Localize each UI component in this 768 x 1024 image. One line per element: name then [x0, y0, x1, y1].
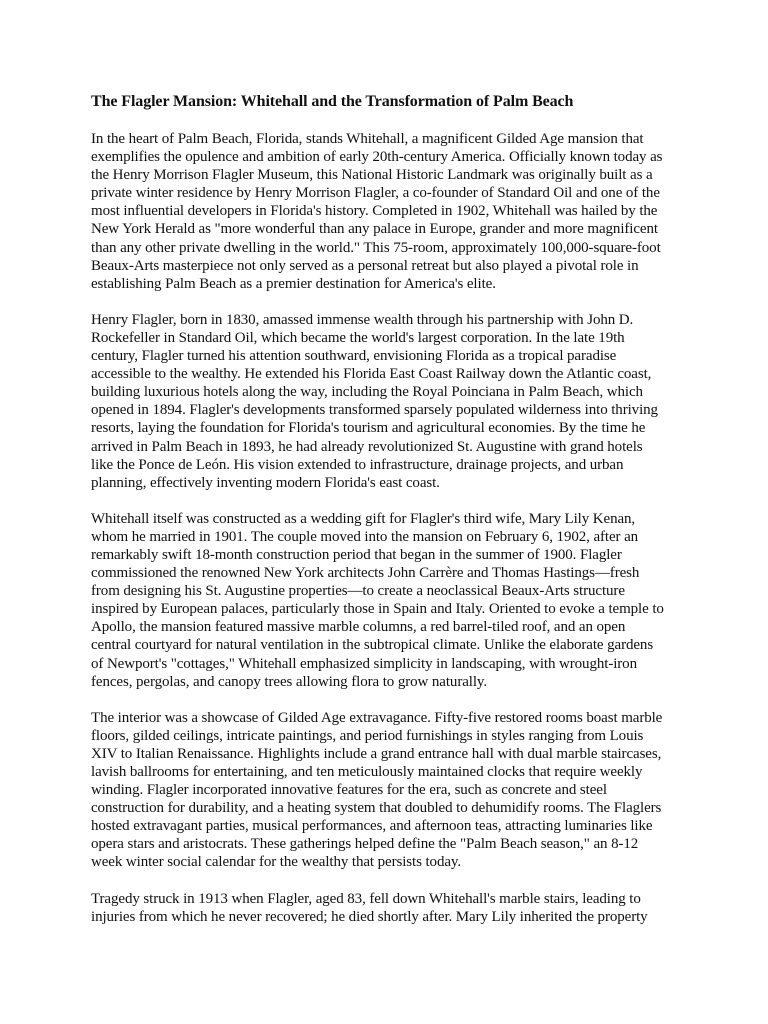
- paragraph: [91, 130, 681, 293]
- paragraph-line: opera stars and aristocrats. These gatherings helped define the "Palm Beach season," an 8-12: [91, 836, 639, 853]
- paragraph-line: central courtyard for natural ventilation in the subtropical climate. Unlike the elaborate gardens: [91, 637, 654, 654]
- paragraph-line: resorts, laying the foundation for Florida's tourism and agricultural economies. By the time he: [91, 420, 646, 437]
- paragraph-line: Beaux-Arts masterpiece not only served as a personal retreat but also played a pivotal role in: [91, 257, 639, 274]
- paragraph-line: whom he married in 1901. The couple moved into the mansion on February 6, 1902, after an: [91, 528, 639, 545]
- paragraph-line: opened in 1894. Flagler's developments transformed sparsely populated wilderness into thriving: [91, 402, 658, 419]
- paragraph: [91, 510, 681, 691]
- paragraph-line: arrived in Palm Beach in 1893, he had already revolutionized St. Augustine with grand hotels: [91, 438, 643, 455]
- document-page: [91, 92, 681, 944]
- paragraph-line: remarkably swift 18-month construction period that began in the summer of 1900. Flagler: [91, 546, 622, 563]
- paragraph-line: century, Flagler turned his attention southward, envisioning Florida as a tropical paradise: [91, 348, 617, 365]
- paragraph-line: Tragedy struck in 1913 when Flagler, aged 83, fell down Whitehall's marble stairs, leading to: [91, 890, 641, 907]
- paragraph: [91, 311, 681, 492]
- paragraph-line: Whitehall itself was constructed as a wedding gift for Flagler's third wife, Mary Lily Kenan,: [91, 510, 636, 527]
- paragraph-line: commissioned the renowned New York architects John Carrère and Thomas Hastings—fresh: [91, 565, 640, 582]
- paragraph-line: like the Ponce de León. His vision extended to infrastructure, drainage projects, and urban: [91, 456, 624, 473]
- paragraph-line: than any other private dwelling in the world." This 75-room, approximately 100,000-square-foot: [91, 239, 661, 256]
- paragraph-line: building luxurious hotels along the way, including the Royal Poinciana in Palm Beach, which: [91, 384, 643, 401]
- paragraph-line: floors, gilded ceilings, intricate paintings, and period furnishings in styles ranging from Louis: [91, 727, 644, 744]
- paragraph-line: New York Herald as "more wonderful than any palace in Europe, grander and more magnificent: [91, 221, 658, 238]
- paragraph-line: Apollo, the mansion featured massive marble columns, a red barrel-tiled roof, and an open: [91, 619, 626, 636]
- paragraph: [91, 709, 681, 872]
- document-title: The Flagler Mansion: Whitehall and the Transformation of Palm Beach: [91, 93, 574, 110]
- paragraph-line: XIV to Italian Renaissance. Highlights include a grand entrance hall with dual marble staircases,: [91, 745, 662, 762]
- paragraph-line: inspired by European palaces, particularly those in Spain and Italy. Oriented to evoke a temple to: [91, 601, 664, 618]
- paragraph-line: private winter residence by Henry Morrison Flagler, a co-founder of Standard Oil and one of the: [91, 185, 660, 202]
- paragraph-line: most influential developers in Florida's history. Completed in 1902, Whitehall was hailed by the: [91, 203, 658, 220]
- paragraph-line: Rockefeller in Standard Oil, which became the world's largest corporation. In the late 19th: [91, 329, 625, 346]
- paragraph-line: construction for durability, and a heating system that doubled to dehumidify rooms. The Flaglers: [91, 800, 662, 817]
- paragraph-line: lavish ballrooms for entertaining, and ten meticulously maintained clocks that require weekly: [91, 764, 643, 780]
- paragraph-line: The interior was a showcase of Gilded Age extravagance. Fifty-five restored rooms boast marble: [91, 709, 663, 726]
- paragraph-line: exemplifies the opulence and ambition of early 20th-century America. Officially known today as: [91, 149, 663, 166]
- paragraph-line: from designing his St. Augustine properties—to create a neoclassical Beaux-Arts structure: [91, 583, 625, 600]
- paragraph-line: establishing Palm Beach as a premier destination for America's elite.: [91, 275, 496, 292]
- paragraph-line: fences, pergolas, and canopy trees allowing flora to grow naturally.: [91, 673, 487, 690]
- document-body: [91, 130, 681, 926]
- paragraph-line: In the heart of Palm Beach, Florida, stands Whitehall, a magnificent Gilded Age mansion that: [91, 131, 644, 147]
- paragraph: [91, 890, 681, 926]
- paragraph-line: the Henry Morrison Flagler Museum, this National Historic Landmark was originally built as a: [91, 167, 653, 184]
- paragraph-line: injuries from which he never recovered; he died shortly after. Mary Lily inherited the property: [91, 908, 648, 925]
- paragraph-line: winding. Flagler incorporated innovative features for the era, such as concrete and steel: [91, 782, 607, 799]
- paragraph-line: week winter social calendar for the wealthy that persists today.: [91, 854, 461, 871]
- paragraph-line: Henry Flagler, born in 1830, amassed immense wealth through his partnership with John D.: [91, 311, 634, 328]
- paragraph-line: of Newport's "cottages," Whitehall emphasized simplicity in landscaping, with wrought-iron: [91, 655, 637, 672]
- paragraph-line: planning, effectively inventing modern Florida's east coast.: [91, 474, 440, 491]
- paragraph-line: accessible to the wealthy. He extended his Florida East Coast Railway down the Atlantic coast,: [91, 366, 652, 383]
- paragraph-line: hosted extravagant parties, musical performances, and afternoon teas, attracting luminaries like: [91, 818, 653, 835]
